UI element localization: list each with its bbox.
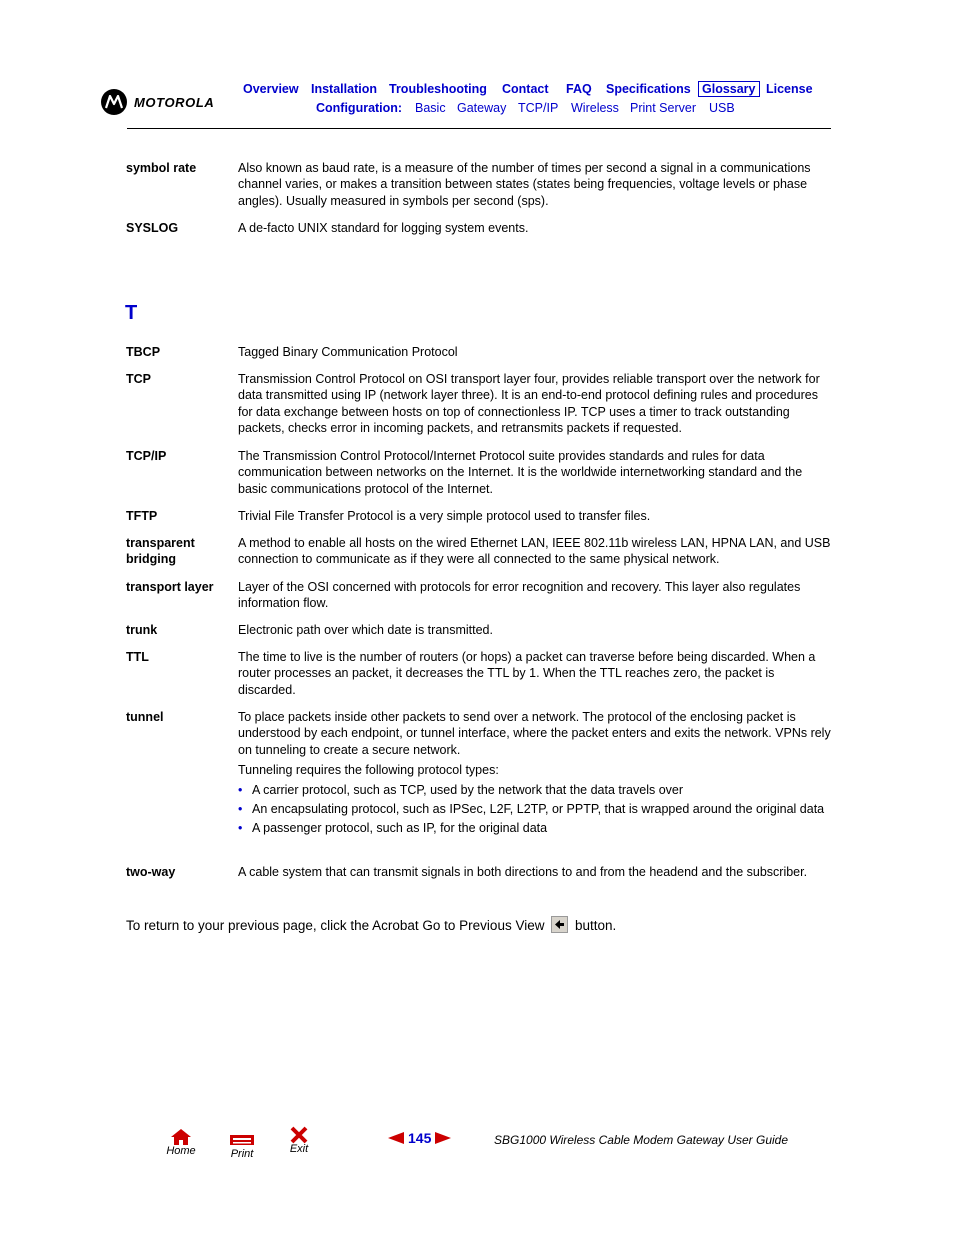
glossary-term: TBCP	[126, 345, 161, 359]
nav-glossary-current[interactable]: Glossary	[698, 81, 760, 97]
bullet-icon: •	[238, 802, 243, 817]
back-arrow-icon[interactable]	[551, 916, 568, 933]
glossary-term: two-way	[126, 865, 176, 879]
nav-contact[interactable]: Contact	[502, 82, 549, 96]
home-label: Home	[166, 1145, 196, 1157]
glossary-term: tunnel	[126, 710, 164, 724]
page-number: 145	[408, 1130, 432, 1146]
home-button[interactable]	[164, 1128, 198, 1157]
nav-gateway[interactable]: Gateway	[457, 101, 507, 115]
nav-wireless[interactable]: Wireless	[571, 101, 619, 115]
bullet-icon: •	[238, 782, 243, 797]
return-instruction: To return to your previous page, click the Acrobat Go to Previous View button.	[126, 918, 617, 933]
nav-license[interactable]: License	[766, 82, 813, 96]
printer-icon	[228, 1133, 256, 1147]
glossary-term: symbol rate	[126, 161, 197, 175]
motorola-logo	[101, 89, 214, 115]
print-label: Print	[230, 1148, 254, 1160]
nav-specifications[interactable]: Specifications	[606, 82, 691, 96]
nav-usb[interactable]: USB	[709, 101, 735, 115]
header-divider	[127, 128, 831, 129]
list-item: • An encapsulating protocol, such as IPSec, L2F, L2TP, or PPTP, that is wrapped around the original data	[238, 802, 825, 817]
prev-arrow-icon[interactable]	[388, 1132, 404, 1144]
glossary-definition: The time to live is the number of routers (or hops) a packet can traverse before being discarded. When a router processes an packet, it decreases the TTL by 1. When the TTL reaches zero, the packet is discarded.	[238, 650, 816, 697]
glossary-definition	[238, 709, 832, 840]
nav-installation[interactable]: Installation	[311, 82, 377, 96]
page-navigator	[388, 1130, 451, 1146]
glossary-term: TCP	[126, 372, 151, 386]
nav-troubleshooting[interactable]: Troubleshooting	[389, 82, 487, 96]
section-heading-t: T	[125, 302, 138, 324]
exit-x-icon	[290, 1126, 308, 1144]
nav-overview[interactable]: Overview	[243, 82, 299, 96]
nav-configuration-label: Configuration:	[316, 101, 403, 115]
glossary-term: transport layer	[126, 580, 214, 594]
protocol-type-list	[238, 782, 832, 837]
glossary-term: TFTP	[126, 509, 158, 523]
glossary-definition: Layer of the OSI concerned with protocols for error recognition and recovery. This layer also regulates information flow.	[238, 580, 801, 611]
definition-paragraph: Tunneling requires the following protocol types:	[238, 763, 499, 778]
exit-button[interactable]	[286, 1126, 312, 1155]
home-icon	[170, 1128, 192, 1146]
next-arrow-icon[interactable]	[435, 1132, 451, 1144]
bullet-icon: •	[238, 821, 243, 836]
print-button[interactable]	[226, 1133, 258, 1160]
glossary-definition: A cable system that can transmit signals in both directions to and from the headend and the subscriber.	[238, 865, 808, 879]
list-item: • A passenger protocol, such as IP, for the original data	[238, 821, 548, 836]
glossary-term: transparent bridging	[126, 536, 195, 567]
exit-label: Exit	[289, 1143, 309, 1155]
glossary-definition: Trivial File Transfer Protocol is a very simple protocol used to transfer files.	[238, 509, 651, 523]
glossary-term: SYSLOG	[126, 221, 179, 235]
glossary-definition: A method to enable all hosts on the wired Ethernet LAN, IEEE 802.11b wireless LAN, HPNA LAN, and USB connection to communicate as if they were all connected to the same physical network.	[238, 536, 831, 567]
nav-faq[interactable]: FAQ	[566, 82, 592, 96]
glossary-term: TCP/IP	[126, 449, 167, 463]
definition-paragraph: To place packets inside other packets to send over a network. The protocol of the enclosing packet is understood by each endpoint, or tunnel interface, where the packet enters and exits the network. VPNs rely on tunneling to create a secure network.	[238, 710, 831, 757]
nav-print-server[interactable]: Print Server	[630, 101, 696, 115]
glossary-term: TTL	[126, 650, 149, 664]
list-item: • A carrier protocol, such as TCP, used by the network that the data travels over	[238, 782, 684, 797]
brand-name: MOTOROLA	[134, 94, 215, 110]
motorola-batwing-icon	[101, 89, 127, 115]
glossary-definition: Electronic path over which date is transmitted.	[238, 623, 493, 637]
glossary-definition: Also known as baud rate, is a measure of the number of times per second a signal in a communications channel varies, or makes a transition between states (states being frequencies, voltage levels or phase angles). Usually measured in symbols per second (sps).	[238, 161, 811, 208]
nav-tcpip[interactable]: TCP/IP	[518, 101, 559, 115]
glossary-definition: The Transmission Control Protocol/Internet Protocol suite provides standards and rules for data communication between networks on the Internet. It is the worldwide internetworking standard and the basic communications protocol of the Internet.	[238, 449, 803, 496]
glossary-definition: A de-facto UNIX standard for logging system events.	[238, 221, 529, 235]
glossary-definition: Transmission Control Protocol on OSI transport layer four, provides reliable transport over the network for data transmitted using IP (network layer three). It is an end-to-end protocol defining rules and procedures for data exchange between hosts on top of connectionless IP. TCP uses a timer to track outstanding packets, checks error in incoming packets, and retransmits packets if requested.	[238, 372, 820, 436]
glossary-term: trunk	[126, 623, 158, 637]
glossary-definition: Tagged Binary Communication Protocol	[238, 345, 458, 359]
nav-basic[interactable]: Basic	[415, 101, 446, 115]
guide-title: SBG1000 Wireless Cable Modem Gateway User Guide	[494, 1133, 789, 1147]
